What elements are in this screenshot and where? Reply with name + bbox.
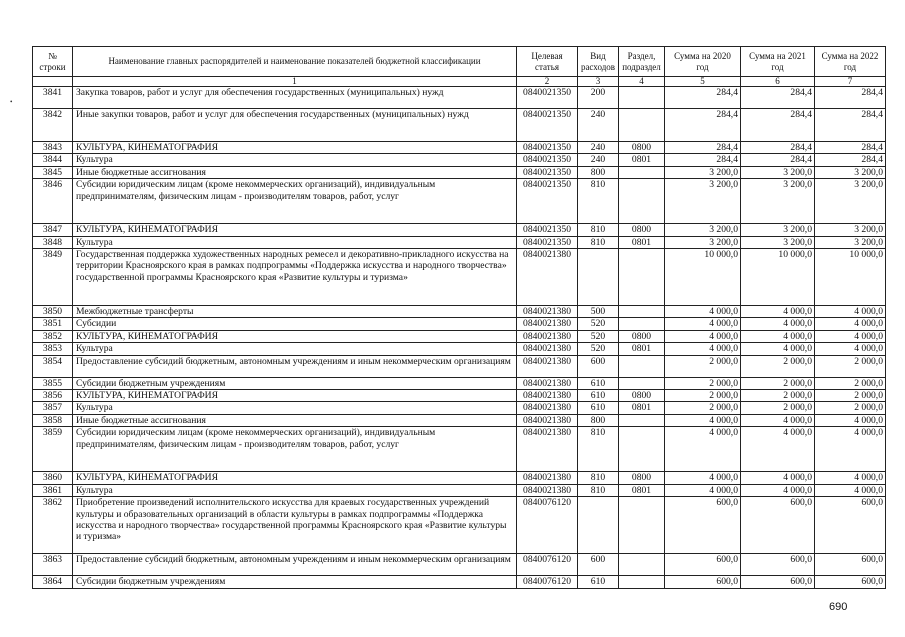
- column-number-row: [33, 77, 886, 87]
- row-target-article: 0840076120: [517, 576, 578, 588]
- row-expense-kind: 240: [578, 154, 619, 166]
- row-section: [619, 179, 665, 224]
- row-sum-2020: 284,4: [665, 109, 741, 142]
- row-expense-kind: [578, 249, 619, 306]
- row-number: 3855: [33, 377, 73, 389]
- row-target-article: 0840021380: [517, 414, 578, 426]
- row-sum-2022: 3 200,0: [815, 179, 886, 224]
- row-name: Предоставление субсидий бюджетным, автономным учреждениям и иным некоммерческим организациям: [73, 355, 517, 377]
- table-row: [33, 166, 886, 178]
- margin-mark: •: [10, 98, 13, 106]
- row-name: КУЛЬТУРА, КИНЕМАТОГРАФИЯ: [73, 224, 517, 236]
- table-row: [33, 109, 886, 142]
- row-sum-2021: 4 000,0: [741, 484, 815, 496]
- row-sum-2020: 4 000,0: [665, 427, 741, 472]
- column-number: 3: [578, 77, 619, 87]
- row-expense-kind: 240: [578, 142, 619, 154]
- table-row: [33, 402, 886, 414]
- row-sum-2021: 4 000,0: [741, 427, 815, 472]
- column-number: 1: [73, 77, 517, 87]
- row-sum-2021: 2 000,0: [741, 377, 815, 389]
- row-sum-2020: 10 000,0: [665, 249, 741, 306]
- header-kind: Вид расходов: [578, 47, 619, 77]
- row-number: 3850: [33, 306, 73, 318]
- row-sum-2021: 4 000,0: [741, 330, 815, 342]
- row-target-article: 0840021380: [517, 484, 578, 496]
- row-section: [619, 109, 665, 142]
- row-section: 0801: [619, 402, 665, 414]
- row-number: 3852: [33, 330, 73, 342]
- table-row: [33, 142, 886, 154]
- row-number: 3858: [33, 414, 73, 426]
- row-target-article: 0840076120: [517, 497, 578, 554]
- row-expense-kind: 810: [578, 224, 619, 236]
- row-sum-2022: 284,4: [815, 109, 886, 142]
- row-number: 3847: [33, 224, 73, 236]
- row-target-article: 0840021380: [517, 318, 578, 330]
- table-row: [33, 390, 886, 402]
- row-sum-2022: 10 000,0: [815, 249, 886, 306]
- row-expense-kind: 520: [578, 318, 619, 330]
- row-sum-2022: 284,4: [815, 87, 886, 109]
- row-target-article: 0840021350: [517, 154, 578, 166]
- row-target-article: 0840021350: [517, 179, 578, 224]
- row-sum-2022: 3 200,0: [815, 236, 886, 248]
- row-sum-2020: 4 000,0: [665, 343, 741, 355]
- row-sum-2020: 3 200,0: [665, 166, 741, 178]
- row-expense-kind: 810: [578, 484, 619, 496]
- row-number: 3841: [33, 87, 73, 109]
- table-row: [33, 472, 886, 484]
- row-section: 0800: [619, 472, 665, 484]
- table-row: [33, 179, 886, 224]
- row-section: 0800: [619, 330, 665, 342]
- row-section: [619, 249, 665, 306]
- row-sum-2022: 2 000,0: [815, 377, 886, 389]
- row-sum-2020: 3 200,0: [665, 224, 741, 236]
- row-sum-2022: 2 000,0: [815, 355, 886, 377]
- row-sum-2021: 10 000,0: [741, 249, 815, 306]
- row-section: [619, 166, 665, 178]
- row-sum-2022: 2 000,0: [815, 402, 886, 414]
- row-sum-2021: 3 200,0: [741, 224, 815, 236]
- row-sum-2022: 4 000,0: [815, 318, 886, 330]
- row-number: 3846: [33, 179, 73, 224]
- row-name: Иные бюджетные ассигнования: [73, 414, 517, 426]
- row-section: 0801: [619, 343, 665, 355]
- row-expense-kind: 610: [578, 576, 619, 588]
- row-target-article: 0840021350: [517, 142, 578, 154]
- table-row: [33, 154, 886, 166]
- header-sum-2020: Сумма на 2020 год: [665, 47, 741, 77]
- row-number: 3845: [33, 166, 73, 178]
- row-expense-kind: 610: [578, 377, 619, 389]
- table-row: [33, 306, 886, 318]
- row-name: Культура: [73, 154, 517, 166]
- row-expense-kind: 520: [578, 330, 619, 342]
- row-number: 3863: [33, 554, 73, 576]
- row-number: 3860: [33, 472, 73, 484]
- row-expense-kind: 500: [578, 306, 619, 318]
- row-section: [619, 576, 665, 588]
- table-row: [33, 249, 886, 306]
- column-number: 6: [741, 77, 815, 87]
- row-sum-2021: 2 000,0: [741, 355, 815, 377]
- row-number: 3859: [33, 427, 73, 472]
- row-name: Государственная поддержка художественных народных ремесел и декоративно-прикладного искусства на территории Красноярского края в рамках подпрограммы «Поддержка искусства и народного творчества» государственной программы Красноярского края «Развитие культуры и туризма»: [73, 249, 517, 306]
- row-expense-kind: 810: [578, 179, 619, 224]
- row-section: [619, 318, 665, 330]
- row-sum-2022: 2 000,0: [815, 390, 886, 402]
- row-name: Субсидии: [73, 318, 517, 330]
- table-row: [33, 377, 886, 389]
- row-expense-kind: [578, 497, 619, 554]
- row-number: 3843: [33, 142, 73, 154]
- table-row: [33, 497, 886, 554]
- column-number: 5: [665, 77, 741, 87]
- row-number: 3854: [33, 355, 73, 377]
- row-sum-2021: 4 000,0: [741, 343, 815, 355]
- column-number: 2: [517, 77, 578, 87]
- row-sum-2021: 4 000,0: [741, 318, 815, 330]
- header-row-no: № строки: [33, 47, 73, 77]
- budget-table-sheet: [32, 46, 886, 589]
- row-sum-2020: 284,4: [665, 87, 741, 109]
- row-target-article: 0840021380: [517, 306, 578, 318]
- row-number: 3844: [33, 154, 73, 166]
- table-row: [33, 330, 886, 342]
- table-row: [33, 318, 886, 330]
- row-target-article: 0840021380: [517, 472, 578, 484]
- row-expense-kind: 600: [578, 554, 619, 576]
- row-target-article: 0840076120: [517, 554, 578, 576]
- row-section: [619, 306, 665, 318]
- row-sum-2022: 4 000,0: [815, 330, 886, 342]
- row-sum-2020: 2 000,0: [665, 355, 741, 377]
- row-sum-2021: 600,0: [741, 576, 815, 588]
- row-number: 3849: [33, 249, 73, 306]
- row-number: 3842: [33, 109, 73, 142]
- row-name: Предоставление субсидий бюджетным, автономным учреждениям и иным некоммерческим организациям: [73, 554, 517, 576]
- row-name: КУЛЬТУРА, КИНЕМАТОГРАФИЯ: [73, 142, 517, 154]
- row-sum-2021: 2 000,0: [741, 390, 815, 402]
- row-sum-2021: 3 200,0: [741, 236, 815, 248]
- row-section: 0801: [619, 484, 665, 496]
- row-sum-2021: 4 000,0: [741, 414, 815, 426]
- row-target-article: 0840021380: [517, 343, 578, 355]
- row-sum-2022: 4 000,0: [815, 484, 886, 496]
- row-sum-2021: 3 200,0: [741, 179, 815, 224]
- row-number: 3864: [33, 576, 73, 588]
- row-name: Приобретение произведений исполнительского искусства для краевых государственных учреждений культуры и образовательных организаций в области культуры в рамках подпрограммы «Поддержка искусства и народного творчества» государственной программы Красноярского края «Развитие культуры и туризма»: [73, 497, 517, 554]
- row-section: [619, 355, 665, 377]
- row-name: Субсидии бюджетным учреждениям: [73, 576, 517, 588]
- row-target-article: 0840021380: [517, 249, 578, 306]
- row-sum-2020: 2 000,0: [665, 377, 741, 389]
- row-section: [619, 377, 665, 389]
- row-name: Субсидии юридическим лицам (кроме некоммерческих организаций), индивидуальным предпринимателям, физическим лицам - производителям товаров, работ, услуг: [73, 179, 517, 224]
- row-name: Субсидии юридическим лицам (кроме некоммерческих организаций), индивидуальным предпринимателям, физическим лицам - производителям товаров, работ, услуг: [73, 427, 517, 472]
- row-target-article: 0840021380: [517, 377, 578, 389]
- row-sum-2022: 4 000,0: [815, 472, 886, 484]
- row-sum-2020: 4 000,0: [665, 306, 741, 318]
- table-row: [33, 427, 886, 472]
- column-number: 7: [815, 77, 886, 87]
- row-expense-kind: 610: [578, 390, 619, 402]
- row-sum-2022: 4 000,0: [815, 306, 886, 318]
- row-target-article: 0840021350: [517, 224, 578, 236]
- row-sum-2021: 2 000,0: [741, 402, 815, 414]
- table-row: [33, 576, 886, 588]
- row-sum-2020: 600,0: [665, 554, 741, 576]
- row-section: 0800: [619, 224, 665, 236]
- row-expense-kind: 240: [578, 109, 619, 142]
- table-row: [33, 343, 886, 355]
- row-sum-2020: 2 000,0: [665, 402, 741, 414]
- row-sum-2020: 284,4: [665, 154, 741, 166]
- header-sum-2022: Сумма на 2022 год: [815, 47, 886, 77]
- row-sum-2020: 4 000,0: [665, 484, 741, 496]
- row-sum-2020: 284,4: [665, 142, 741, 154]
- row-name: Культура: [73, 402, 517, 414]
- row-target-article: 0840021380: [517, 402, 578, 414]
- row-name: Иные закупки товаров, работ и услуг для обеспечения государственных (муниципальных) нужд: [73, 109, 517, 142]
- row-sum-2021: 3 200,0: [741, 166, 815, 178]
- row-number: 3848: [33, 236, 73, 248]
- row-number: 3856: [33, 390, 73, 402]
- row-sum-2020: 4 000,0: [665, 330, 741, 342]
- row-sum-2020: 4 000,0: [665, 318, 741, 330]
- row-name: Культура: [73, 236, 517, 248]
- row-name: Закупка товаров, работ и услуг для обеспечения государственных (муниципальных) нужд: [73, 87, 517, 109]
- row-name: КУЛЬТУРА, КИНЕМАТОГРАФИЯ: [73, 472, 517, 484]
- row-sum-2020: 4 000,0: [665, 472, 741, 484]
- header-section: Раздел, подраздел: [619, 47, 665, 77]
- header-target: Целевая статья: [517, 47, 578, 77]
- row-target-article: 0840021380: [517, 330, 578, 342]
- budget-table: [32, 46, 886, 589]
- table-row: [33, 87, 886, 109]
- row-sum-2020: 2 000,0: [665, 390, 741, 402]
- table-row: [33, 414, 886, 426]
- row-target-article: 0840021350: [517, 109, 578, 142]
- row-number: 3861: [33, 484, 73, 496]
- header-row: [33, 47, 886, 77]
- row-section: 0800: [619, 142, 665, 154]
- row-section: 0801: [619, 236, 665, 248]
- row-sum-2022: 284,4: [815, 154, 886, 166]
- row-section: [619, 554, 665, 576]
- row-sum-2022: 4 000,0: [815, 343, 886, 355]
- table-row: [33, 355, 886, 377]
- row-expense-kind: 520: [578, 343, 619, 355]
- row-target-article: 0840021380: [517, 355, 578, 377]
- row-sum-2022: 600,0: [815, 576, 886, 588]
- row-section: [619, 87, 665, 109]
- row-sum-2021: 4 000,0: [741, 472, 815, 484]
- row-expense-kind: 610: [578, 402, 619, 414]
- row-name: Иные бюджетные ассигнования: [73, 166, 517, 178]
- row-sum-2021: 600,0: [741, 554, 815, 576]
- row-expense-kind: 810: [578, 427, 619, 472]
- row-sum-2020: 3 200,0: [665, 179, 741, 224]
- table-row: [33, 224, 886, 236]
- row-section: [619, 414, 665, 426]
- row-sum-2022: 600,0: [815, 497, 886, 554]
- row-sum-2022: 284,4: [815, 142, 886, 154]
- row-expense-kind: 810: [578, 472, 619, 484]
- row-expense-kind: 200: [578, 87, 619, 109]
- row-expense-kind: 600: [578, 355, 619, 377]
- row-number: 3862: [33, 497, 73, 554]
- row-target-article: 0840021380: [517, 427, 578, 472]
- row-sum-2022: 600,0: [815, 554, 886, 576]
- row-sum-2020: 4 000,0: [665, 414, 741, 426]
- row-sum-2021: 284,4: [741, 142, 815, 154]
- table-row: [33, 554, 886, 576]
- row-expense-kind: 810: [578, 236, 619, 248]
- column-number-blank: [33, 77, 73, 87]
- row-name: Субсидии бюджетным учреждениям: [73, 377, 517, 389]
- row-target-article: 0840021380: [517, 390, 578, 402]
- row-sum-2022: 4 000,0: [815, 414, 886, 426]
- row-name: КУЛЬТУРА, КИНЕМАТОГРАФИЯ: [73, 390, 517, 402]
- row-number: 3857: [33, 402, 73, 414]
- row-target-article: 0840021350: [517, 236, 578, 248]
- row-name: КУЛЬТУРА, КИНЕМАТОГРАФИЯ: [73, 330, 517, 342]
- row-sum-2021: 284,4: [741, 109, 815, 142]
- row-sum-2022: 3 200,0: [815, 166, 886, 178]
- row-section: [619, 427, 665, 472]
- row-target-article: 0840021350: [517, 87, 578, 109]
- row-expense-kind: 800: [578, 414, 619, 426]
- page-number: 690: [829, 601, 848, 613]
- row-number: 3853: [33, 343, 73, 355]
- row-sum-2020: 600,0: [665, 576, 741, 588]
- table-row: [33, 236, 886, 248]
- row-section: [619, 497, 665, 554]
- header-sum-2021: Сумма на 2021 год: [741, 47, 815, 77]
- row-target-article: 0840021350: [517, 166, 578, 178]
- row-sum-2022: 3 200,0: [815, 224, 886, 236]
- row-section: 0800: [619, 390, 665, 402]
- column-number: 4: [619, 77, 665, 87]
- row-section: 0801: [619, 154, 665, 166]
- row-sum-2020: 600,0: [665, 497, 741, 554]
- row-sum-2021: 284,4: [741, 154, 815, 166]
- row-number: 3851: [33, 318, 73, 330]
- row-sum-2021: 284,4: [741, 87, 815, 109]
- row-expense-kind: 800: [578, 166, 619, 178]
- row-name: Культура: [73, 343, 517, 355]
- row-sum-2021: 600,0: [741, 497, 815, 554]
- table-row: [33, 484, 886, 496]
- row-name: Культура: [73, 484, 517, 496]
- row-sum-2021: 4 000,0: [741, 306, 815, 318]
- header-name: Наименование главных распорядителей и наименование показателей бюджетной классификации: [73, 47, 517, 77]
- row-name: Межбюджетные трансферты: [73, 306, 517, 318]
- row-sum-2022: 4 000,0: [815, 427, 886, 472]
- row-sum-2020: 3 200,0: [665, 236, 741, 248]
